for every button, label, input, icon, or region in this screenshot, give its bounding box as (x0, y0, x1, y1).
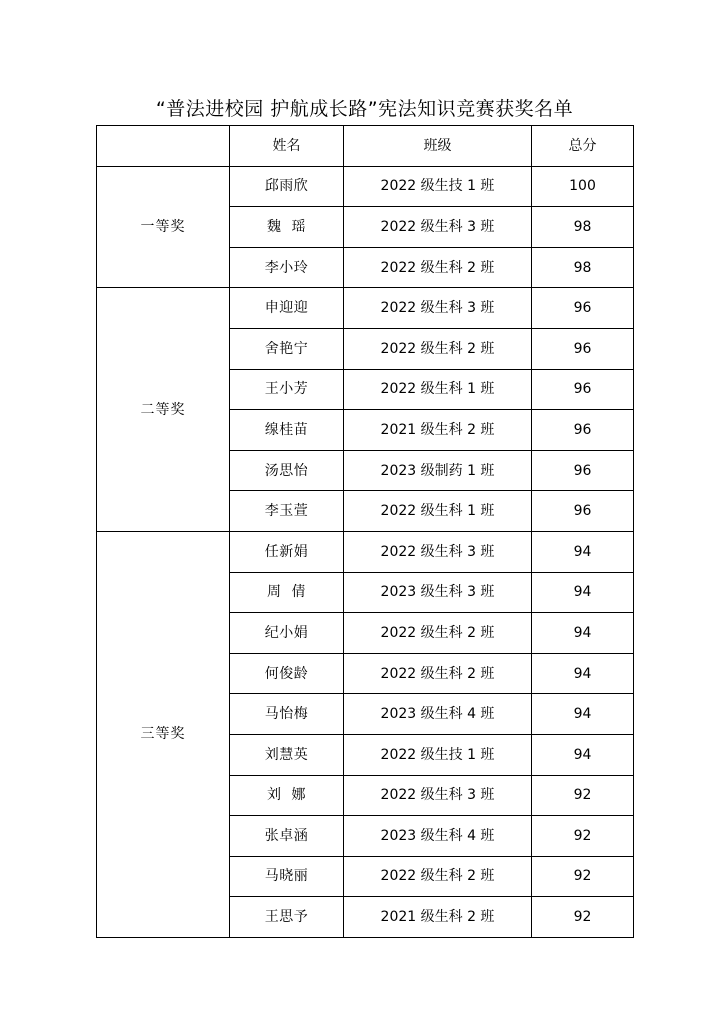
class-name-cell: 2022 级生科 2 班 (344, 856, 532, 897)
score-cell: 96 (532, 328, 634, 369)
winner-name-cell: 魏 瑶 (230, 207, 344, 248)
score-cell: 96 (532, 491, 634, 532)
class-name-cell: 2022 级生技 1 班 (344, 166, 532, 207)
class-name-cell: 2021 级生科 2 班 (344, 410, 532, 451)
score-cell: 92 (532, 897, 634, 938)
winner-name-cell: 何俊龄 (230, 653, 344, 694)
score-cell: 92 (532, 775, 634, 816)
score-cell: 94 (532, 531, 634, 572)
header-score: 总分 (532, 126, 634, 167)
class-name-cell: 2022 级生科 2 班 (344, 328, 532, 369)
winner-name-cell: 邱雨欣 (230, 166, 344, 207)
class-name-cell: 2023 级生科 4 班 (344, 816, 532, 857)
score-cell: 96 (532, 288, 634, 329)
winner-name-cell: 张卓涵 (230, 816, 344, 857)
score-cell: 96 (532, 450, 634, 491)
class-name-cell: 2022 级生科 3 班 (344, 775, 532, 816)
award-table (96, 125, 634, 938)
prize-level-cell: 三等奖 (97, 531, 230, 937)
score-cell: 92 (532, 816, 634, 857)
table-row (97, 531, 634, 572)
class-name-cell: 2022 级生科 2 班 (344, 653, 532, 694)
prize-level-cell: 一等奖 (97, 166, 230, 288)
score-cell: 94 (532, 572, 634, 613)
winner-name-cell: 刘慧英 (230, 734, 344, 775)
class-name-cell: 2022 级生科 3 班 (344, 288, 532, 329)
class-name-cell: 2022 级生技 1 班 (344, 734, 532, 775)
class-name-cell: 2023 级生科 4 班 (344, 694, 532, 735)
class-name-cell: 2022 级生科 2 班 (344, 613, 532, 654)
header-prize (97, 126, 230, 167)
winner-name-cell: 周 倩 (230, 572, 344, 613)
winner-name-cell: 申迎迎 (230, 288, 344, 329)
winner-name-cell: 任新娟 (230, 531, 344, 572)
score-cell: 94 (532, 613, 634, 654)
class-name-cell: 2022 级生科 3 班 (344, 207, 532, 248)
score-cell: 98 (532, 207, 634, 248)
winner-name-cell: 王小芳 (230, 369, 344, 410)
prize-level-cell: 二等奖 (97, 288, 230, 532)
class-name-cell: 2022 级生科 3 班 (344, 531, 532, 572)
table-row (97, 166, 634, 207)
header-row (97, 126, 634, 167)
table-row (97, 288, 634, 329)
winner-name-cell: 缐桂苗 (230, 410, 344, 451)
score-cell: 100 (532, 166, 634, 207)
score-cell: 96 (532, 369, 634, 410)
award-table-body (97, 166, 634, 937)
winner-name-cell: 刘 娜 (230, 775, 344, 816)
winner-name-cell: 舍艳宁 (230, 328, 344, 369)
class-name-cell: 2021 级生科 2 班 (344, 897, 532, 938)
class-name-cell: 2022 级生科 1 班 (344, 369, 532, 410)
class-name-cell: 2022 级生科 1 班 (344, 491, 532, 532)
winner-name-cell: 李玉萱 (230, 491, 344, 532)
class-name-cell: 2022 级生科 2 班 (344, 247, 532, 288)
winner-name-cell: 李小玲 (230, 247, 344, 288)
header-name: 姓名 (230, 126, 344, 167)
class-name-cell: 2023 级生科 3 班 (344, 572, 532, 613)
winner-name-cell: 马晓丽 (230, 856, 344, 897)
score-cell: 92 (532, 856, 634, 897)
score-cell: 98 (532, 247, 634, 288)
score-cell: 94 (532, 653, 634, 694)
class-name-cell: 2023 级制药 1 班 (344, 450, 532, 491)
document-title: “普法进校园 护航成长路”宪法知识竞赛获奖名单 (155, 98, 574, 120)
winner-name-cell: 汤思怡 (230, 450, 344, 491)
winner-name-cell: 纪小娟 (230, 613, 344, 654)
winner-name-cell: 马怡梅 (230, 694, 344, 735)
header-class: 班级 (344, 126, 532, 167)
winner-name-cell: 王思予 (230, 897, 344, 938)
score-cell: 96 (532, 410, 634, 451)
score-cell: 94 (532, 734, 634, 775)
score-cell: 94 (532, 694, 634, 735)
